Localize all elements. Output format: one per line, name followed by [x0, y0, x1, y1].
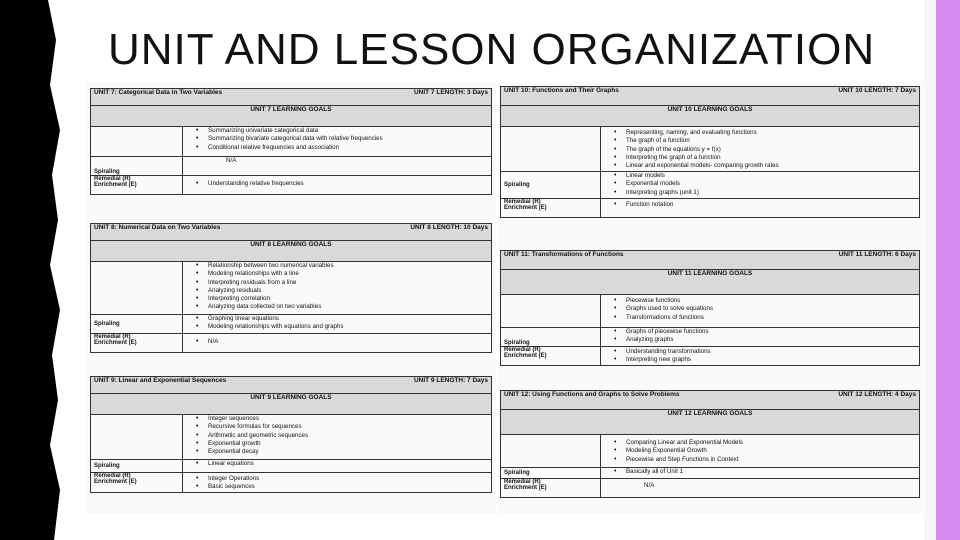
list-item: • Interpreting graphs (unit 1) [614, 189, 916, 197]
list-item: • Representing, naming, and evaluating functions [614, 129, 916, 137]
goals-title: UNIT 12 LEARNING GOALS [501, 410, 920, 435]
spiraling-label: Spiraling [501, 468, 601, 479]
list-item: • Piecewise and Step Functions in Context [614, 456, 916, 464]
goals-title: UNIT 11 LEARNING GOALS [501, 270, 920, 295]
list-item: • Exponential decay [196, 448, 488, 456]
list-item: • Understanding relative frequencies [196, 180, 488, 188]
list-item: • Comparing Linear and Exponential Models [614, 439, 916, 447]
remedial-label: Remedial (R) [504, 347, 541, 353]
unit-name: UNIT 10: Functions and Their Graphs [504, 87, 619, 94]
unit-length: UNIT 11 LENGTH: 6 Days [838, 251, 916, 258]
list-item: • Analyzing graphs [614, 336, 916, 344]
list-item: • Analyzing data collected on two variables [196, 303, 488, 311]
enrichment-label: Enrichment (E) [504, 485, 547, 491]
list-item: • Linear models [614, 172, 916, 180]
list-item: • The graph of a function [614, 137, 916, 145]
list-item: • Transformations of functions [614, 314, 916, 322]
remedial-label: Remedial (R) [94, 176, 131, 182]
list-item: • Relationship between two numerical variables [196, 262, 488, 270]
list-item: • Summarizing bivariate categorical data with relative frequencies [196, 135, 488, 143]
spiraling-label: Spiraling [501, 328, 601, 347]
list-item: • Conditional relative frequencies and association [196, 144, 488, 152]
list-item: • Basic sequences [196, 483, 488, 491]
enrichment-label: Enrichment (E) [94, 340, 137, 346]
remedial-value: N/A [644, 482, 655, 489]
unit-10-table [500, 86, 920, 218]
list-item: • Interpreting new graphs [614, 356, 916, 364]
list-item: • Graphs of piecewise functions [614, 328, 916, 336]
goals-list [186, 415, 488, 456]
remedial-label: Remedial (R) [504, 479, 541, 485]
list-item: • Linear and exponential models- comparing growth rates [614, 162, 916, 170]
list-item: • Understanding transformations [614, 348, 916, 356]
spiraling-value: N/A [226, 157, 237, 164]
goals-title: UNIT 8 LEARNING GOALS [91, 241, 492, 262]
unit-name: UNIT 11: Transformations of Functions [504, 251, 624, 258]
goals-list [604, 435, 916, 464]
unit-12-table [500, 390, 920, 498]
goals-list [186, 262, 488, 312]
list-item: • Summarizing univariate categorical data [196, 127, 488, 135]
list-item: • Piecewise functions [614, 297, 916, 305]
list-item: • Modeling Exponential Growth [614, 447, 916, 455]
goals-list [604, 127, 916, 170]
left-decorative-edge [0, 0, 70, 540]
enrichment-label: Enrichment (E) [94, 182, 137, 188]
slide-title: UNIT AND LESSON ORGANIZATION [108, 25, 876, 74]
left-document [86, 82, 496, 514]
spiraling-label: Spiraling [91, 460, 183, 473]
unit-name: UNIT 8: Numerical Data on Two Variables [94, 224, 221, 231]
spiraling-label: Spiraling [91, 315, 183, 334]
unit-8-table [90, 223, 492, 353]
spiraling-label: Spiraling [501, 172, 601, 199]
list-item: • Graphs used to solve equations [614, 305, 916, 313]
list-item: • Modeling relationships with a line [196, 270, 488, 278]
list-item: • Function notation [614, 201, 916, 209]
list-item: • Interpreting the graph of a function [614, 154, 916, 162]
list-item: • Recursive formulas for sequences [196, 423, 488, 431]
list-item: • Basically all of Unit 1 [614, 468, 916, 476]
list-item: • Integer Operations [196, 475, 488, 483]
unit-length: UNIT 9 LENGTH: 7 Days [413, 377, 488, 384]
right-document [498, 82, 926, 514]
enrichment-label: Enrichment (E) [94, 479, 137, 485]
goals-list [604, 295, 916, 322]
unit-name: UNIT 7: Categorical Data in Two Variables [94, 89, 223, 96]
list-item: • Arithmetic and geometric sequences [196, 432, 488, 440]
goals-title: UNIT 10 LEARNING GOALS [501, 106, 920, 127]
goals-list [186, 127, 488, 152]
spiraling-label: Spiraling [91, 157, 183, 176]
spiraling-list [186, 315, 488, 332]
unit-length: UNIT 12 LENGTH: 4 Days [838, 391, 916, 398]
list-item: • N/A [196, 338, 488, 346]
enrichment-label: Enrichment (E) [504, 205, 547, 211]
list-item: • Exponential models [614, 180, 916, 188]
unit-length: UNIT 8 LENGTH: 10 Days [410, 224, 488, 231]
list-item: • Graphing linear equations [196, 315, 488, 323]
list-item: • Exponential growth [196, 440, 488, 448]
list-item: • Linear equations [196, 460, 488, 468]
remedial-label: Remedial (R) [504, 199, 541, 205]
unit-11-table [500, 250, 920, 366]
list-item: • The graph of the equations y = f(x) [614, 146, 916, 154]
unit-name: UNIT 12: Using Functions and Graphs to Solve Problems [504, 391, 680, 398]
goals-title: UNIT 7 LEARNING GOALS [91, 106, 492, 127]
unit-9-table [90, 376, 492, 493]
enrichment-label: Enrichment (E) [504, 353, 547, 359]
remedial-label: Remedial (R) [94, 334, 131, 340]
goals-title: UNIT 9 LEARNING GOALS [91, 394, 492, 415]
unit-name: UNIT 9: Linear and Exponential Sequences [94, 377, 227, 384]
unit-7-table [90, 88, 492, 195]
list-item: • Analyzing residuals [196, 287, 488, 295]
list-item: • Modeling relationships with equations and graphs [196, 323, 488, 331]
list-item: • Interpreting residuals from a line [196, 279, 488, 287]
list-item: • Integer sequences [196, 415, 488, 423]
accent-bar [936, 0, 960, 540]
list-item: • Interpreting correlation [196, 295, 488, 303]
unit-length: UNIT 7 LENGTH: 3 Days [413, 89, 488, 96]
spiraling-list [604, 172, 916, 197]
remedial-label: Remedial (R) [94, 473, 131, 479]
unit-length: UNIT 10 LENGTH: 7 Days [838, 87, 916, 94]
spiraling-list [604, 328, 916, 345]
